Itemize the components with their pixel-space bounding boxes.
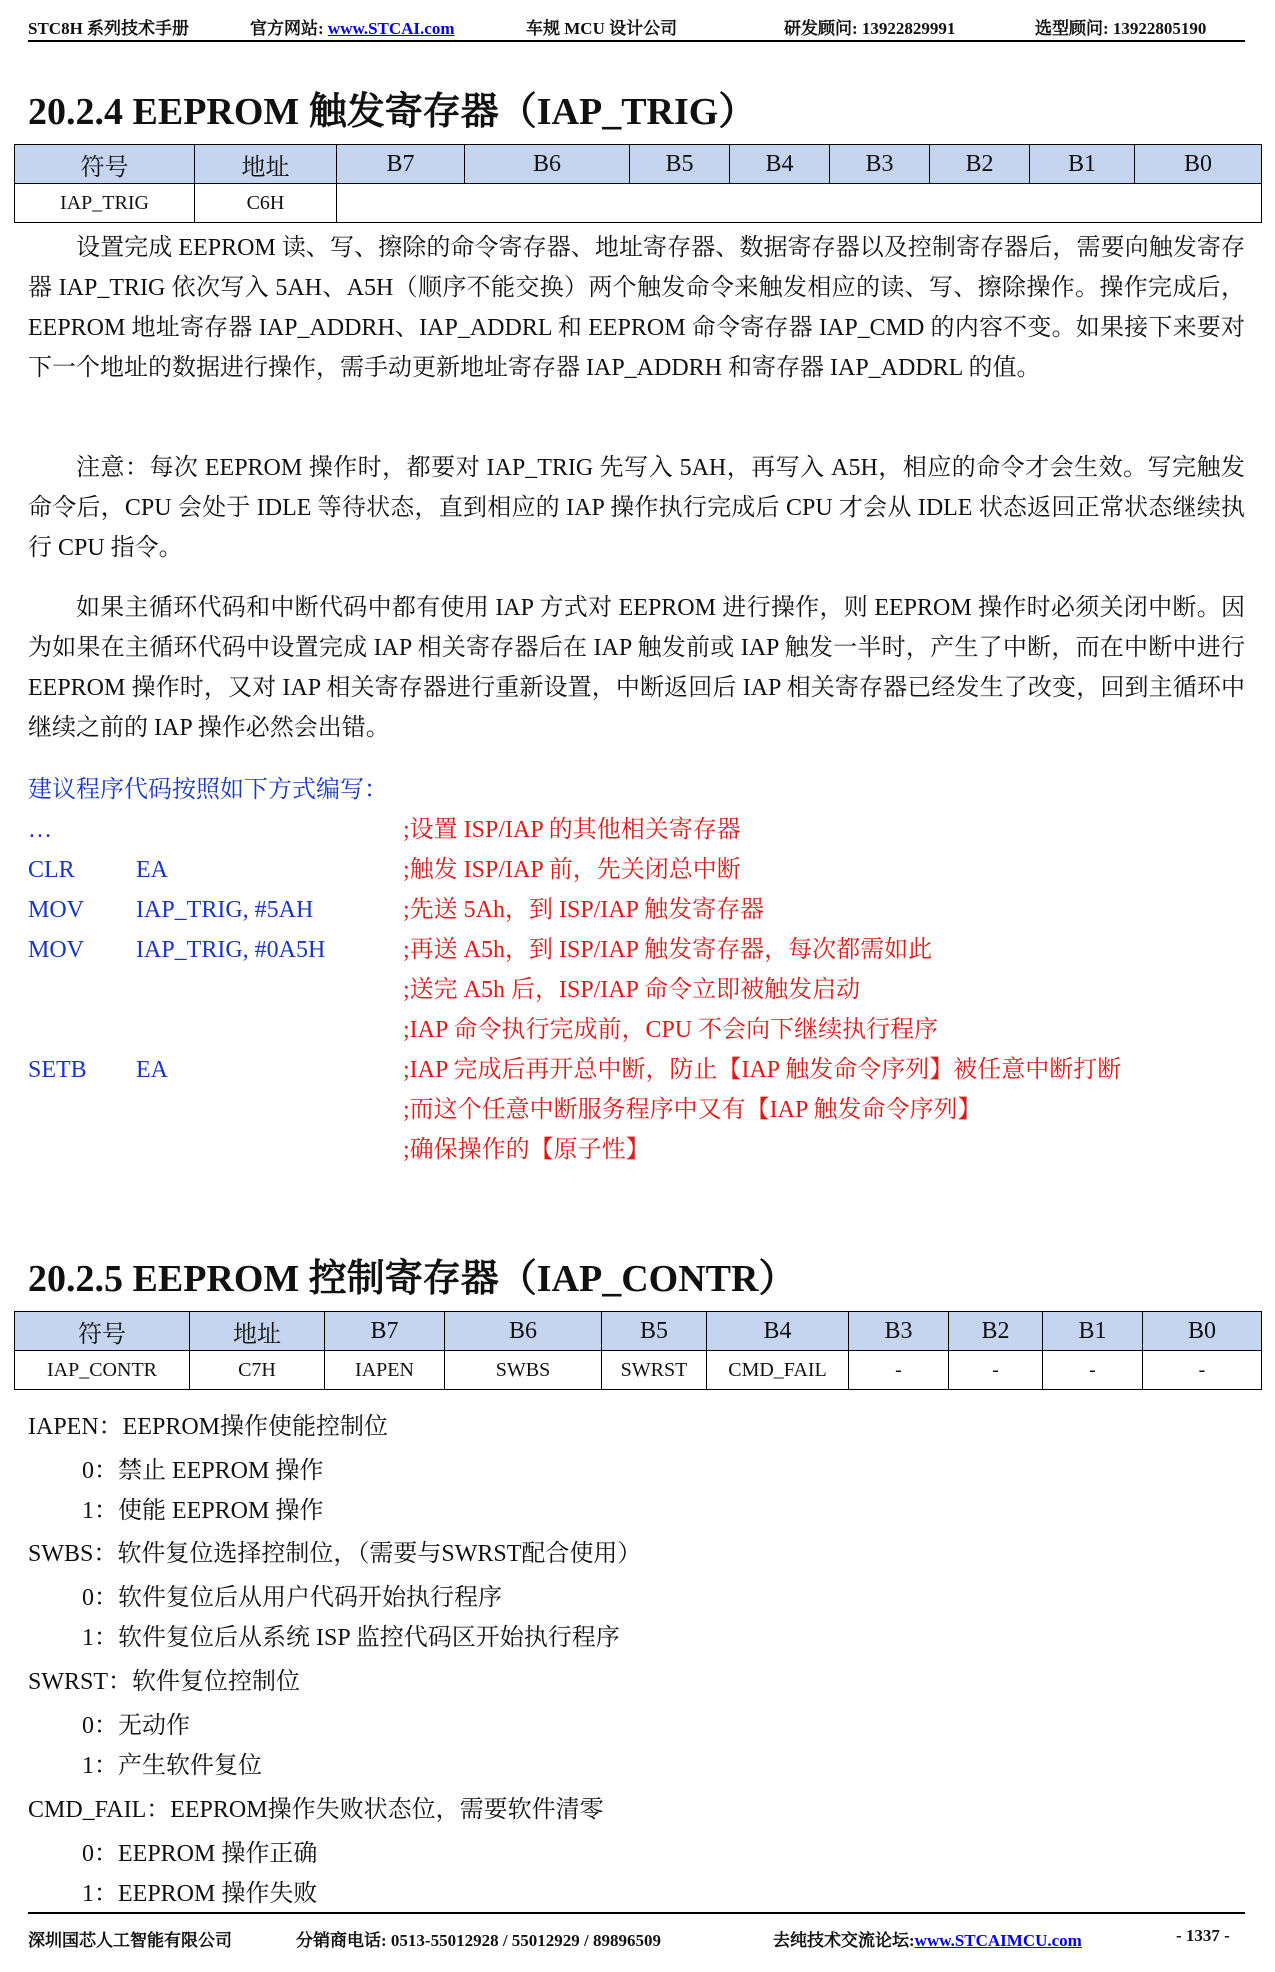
code-line [28,1130,1245,1170]
bit-field-title: CMD_FAIL：EEPROM操作失败状态位，需要软件清零 [28,1797,604,1823]
col-b1: B1 [1043,1312,1143,1351]
code-op: MOV [28,897,85,923]
col-b0: B0 [1135,145,1262,184]
cell-symbol: IAP_CONTR [15,1351,190,1390]
code-comment: ;而这个任意中断服务程序中又有【IAP 触发命令序列】 [403,1097,982,1123]
col-address: 地址 [190,1312,325,1351]
page-footer [28,1912,1245,1954]
bit-field-title: SWRST：软件复位控制位 [28,1669,301,1695]
bit-value-item: 0：无动作 [82,1713,190,1739]
col-b5: B5 [602,1312,707,1351]
code-op: MOV [28,937,85,963]
code-op: … [28,817,52,843]
register-table-iap-trig [14,144,1262,223]
section-title-iap-contr: 20.2.5 EEPROM 控制寄存器（IAP_CONTR） [28,1258,797,1300]
code-arg: IAP_TRIG, #0A5H [136,937,326,963]
site-link[interactable]: www.STCAI.com [327,19,455,38]
code-arg: EA [136,857,168,883]
code-line [28,1010,1245,1050]
col-b3: B3 [849,1312,949,1351]
cell-address: C6H [195,184,337,223]
section-title-iap-trig: 20.2.4 EEPROM 触发寄存器（IAP_TRIG） [28,91,757,133]
page-number: - 1337 - [1176,1926,1230,1945]
code-comment: ;送完 A5h 后，ISP/IAP 命令立即被触发启动 [403,977,861,1003]
company-tag: 车规 MCU 设计公司 [526,19,678,38]
code-comment: ;设置 ISP/IAP 的其他相关寄存器 [403,817,741,843]
col-address: 地址 [195,145,337,184]
footer-company: 深圳国芯人工智能有限公司 [28,1931,232,1950]
code-line [28,890,1245,930]
manual-title: STC8H 系列技术手册 [28,19,190,38]
cell-b4: CMD_FAIL [707,1351,849,1390]
col-symbol: 符号 [15,145,195,184]
paragraph-interrupt: 如果主循环代码和中断代码中都有使用 IAP 方式对 EEPROM 进行操作，则 EEPROM 操作时必须关闭中断。因为如果在主循环代码中设置完成 IAP 相关寄存器后在 IAP 触发前或 IAP 触发一半时，产生了中断，而在中断中进行 EEPROM 操作时，又对 IAP 相关寄存器进行重新设置，中断返回后 IAP 相关寄存器已经发生了改变，回到主循环中继续之前的 IAP 操作必然会出错。 [28,595,1245,741]
cell-bits-empty [337,184,1262,223]
code-line [28,810,1245,850]
code-line [28,850,1245,890]
bit-value-item: 1：使能 EEPROM 操作 [82,1498,324,1524]
selection-contact: 选型顾问: 13922805190 [1035,19,1207,38]
col-b2: B2 [930,145,1030,184]
code-comment: ;再送 A5h，到 ISP/IAP 触发寄存器，每次都需如此 [403,937,933,963]
register-table-iap-contr [14,1311,1262,1390]
col-b4: B4 [730,145,830,184]
code-line [28,970,1245,1010]
bit-value-item: 1：EEPROM 操作失败 [82,1881,318,1907]
table-header-row [15,1312,1262,1351]
table-row [15,184,1262,223]
code-comment: ;触发 ISP/IAP 前，先关闭总中断 [403,857,741,883]
code-op: CLR [28,857,75,883]
code-line [28,930,1245,970]
col-b1: B1 [1030,145,1135,184]
code-arg: EA [136,1057,168,1083]
bit-value-item: 1：软件复位后从系统 ISP 监控代码区开始执行程序 [82,1625,620,1651]
cell-b3: - [849,1351,949,1390]
col-b6: B6 [465,145,630,184]
bit-value-item: 0：EEPROM 操作正确 [82,1841,318,1867]
code-line [28,1050,1245,1090]
code-arg: IAP_TRIG, #5AH [136,897,314,923]
col-b0: B0 [1143,1312,1262,1351]
col-b2: B2 [949,1312,1043,1351]
table-header-row [15,145,1262,184]
code-op: SETB [28,1057,87,1083]
cell-b6: SWBS [445,1351,602,1390]
site-label: 官方网站: [250,19,328,38]
code-comment: ;IAP 命令执行完成前，CPU 不会向下继续执行程序 [403,1017,939,1043]
code-comment: ;先送 5Ah，到 ISP/IAP 触发寄存器 [403,897,765,923]
code-comment: ;确保操作的【原子性】 [403,1137,650,1163]
bit-field-title: SWBS：软件复位选择控制位，（需要与SWRST配合使用） [28,1541,642,1567]
col-b7: B7 [325,1312,445,1351]
rd-contact: 研发顾问: 13922829991 [784,19,956,38]
paragraph-note: 注意：每次 EEPROM 操作时，都要对 IAP_TRIG 先写入 5AH，再写入 A5H，相应的命令才会生效。写完触发命令后，CPU 会处于 IDLE 等待状态，直到相应的 IAP 操作执行完成后 CPU 才会从 IDLE 状态返回正常状态继续执行 CPU 指令。 [28,455,1245,561]
page-header [28,14,1245,42]
cell-b5: SWRST [602,1351,707,1390]
official-site [250,14,454,39]
col-symbol: 符号 [15,1312,190,1351]
code-comment: ;IAP 完成后再开总中断，防止【IAP 触发命令序列】被任意中断打断 [403,1057,1122,1083]
footer-phones: 分销商电话: 0513-55012928 / 55012929 / 89896509 [296,1931,662,1950]
bit-value-item: 0：软件复位后从用户代码开始执行程序 [82,1585,502,1611]
footer-forum [773,1926,1082,1951]
code-intro: 建议程序代码按照如下方式编写： [28,777,388,803]
paragraph-trigger-desc: 设置完成 EEPROM 读、写、擦除的命令寄存器、地址寄存器、数据寄存器以及控制寄存器后，需要向触发寄存器 IAP_TRIG 依次写入 5AH、A5H（顺序不能交换）两个触发命令来触发相应的读、写、擦除操作。操作完成后，EEPROM 地址寄存器 IAP_ADDRH、IAP_ADDRL 和 EEPROM 命令寄存器 IAP_CMD 的内容不变。如果接下来要对下一个地址的数据进行操作，需手动更新地址寄存器 IAP_ADDRH 和寄存器 IAP_ADDRL 的值。 [28,235,1245,381]
table-row [15,1351,1262,1390]
code-line [28,1090,1245,1130]
forum-label: 去纯技术交流论坛: [773,1931,915,1950]
cell-address: C7H [190,1351,325,1390]
bit-field-title: IAPEN：EEPROM操作使能控制位 [28,1414,389,1440]
cell-symbol: IAP_TRIG [15,184,195,223]
cell-b1: - [1043,1351,1143,1390]
col-b6: B6 [445,1312,602,1351]
col-b5: B5 [630,145,730,184]
cell-b0: - [1143,1351,1262,1390]
col-b3: B3 [830,145,930,184]
bit-value-item: 1：产生软件复位 [82,1753,262,1779]
cell-b7: IAPEN [325,1351,445,1390]
cell-b2: - [949,1351,1043,1390]
forum-link[interactable]: www.STCAIMCU.com [914,1931,1082,1950]
col-b7: B7 [337,145,465,184]
col-b4: B4 [707,1312,849,1351]
bit-value-item: 0：禁止 EEPROM 操作 [82,1458,324,1484]
